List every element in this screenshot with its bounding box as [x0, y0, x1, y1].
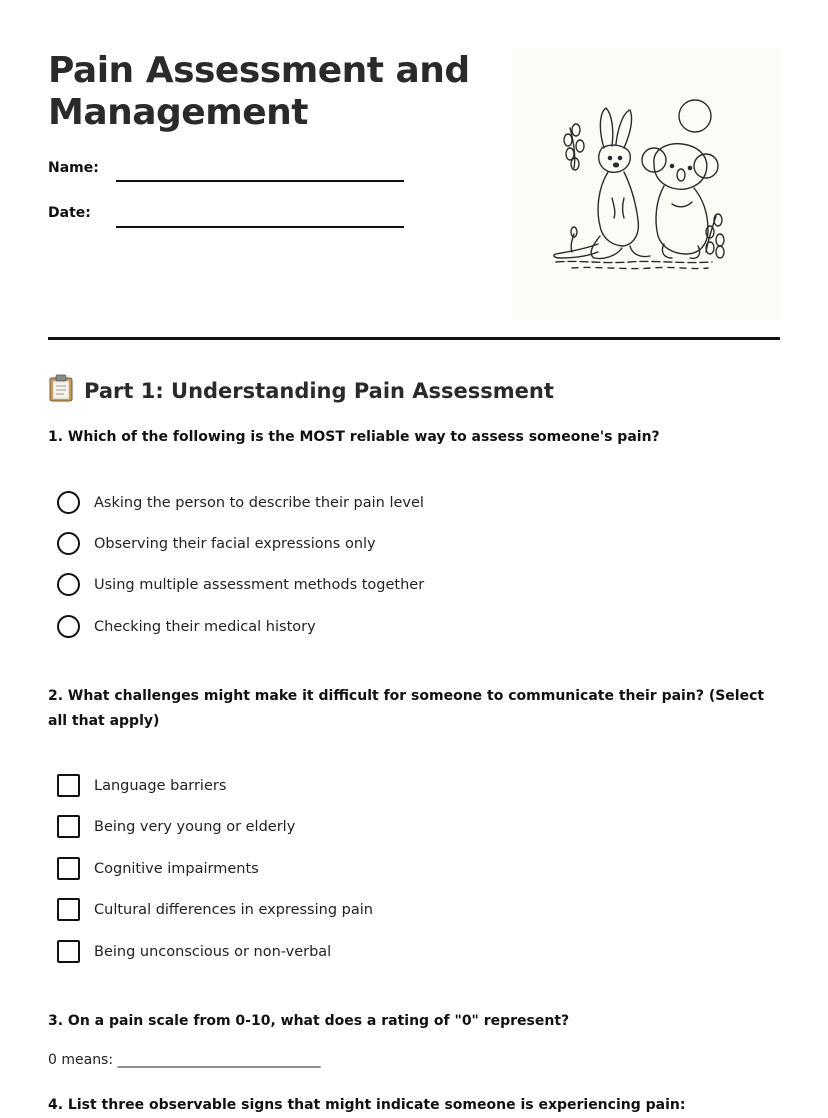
radio-button[interactable]: [57, 615, 80, 638]
kangaroo-koala-illustration: [512, 48, 780, 320]
page-title: Pain Assessment and Management: [48, 50, 470, 133]
option-label: Observing their facial expressions only: [94, 535, 376, 552]
option-label: Language barriers: [94, 777, 227, 794]
q2-option[interactable]: [57, 940, 331, 963]
q3-answer-field[interactable]: 0 means: _____________________________: [48, 1052, 321, 1068]
option-label: Being unconscious or non-verbal: [94, 943, 332, 960]
question-4: 4. List three observable signs that might indicate someone is experiencing pain:: [48, 1097, 686, 1113]
section-heading-text: Part 1: Understanding Pain Assessment: [84, 378, 554, 403]
question-3: 3. On a pain scale from 0-10, what does a rating of "0" represent?: [48, 1013, 570, 1029]
section-divider: [48, 337, 780, 340]
radio-button[interactable]: [57, 573, 80, 596]
radio-button[interactable]: [57, 491, 80, 514]
checkbox[interactable]: [57, 857, 80, 880]
q1-option[interactable]: [57, 615, 316, 638]
checkbox[interactable]: [57, 774, 80, 797]
checkbox[interactable]: [57, 898, 80, 921]
option-label: Cultural differences in expressing pain: [94, 901, 373, 918]
date-field[interactable]: [116, 226, 404, 228]
q2-option[interactable]: [57, 857, 259, 880]
option-label: Cognitive impairments: [94, 860, 259, 877]
name-label: Name:: [48, 160, 99, 176]
date-label: Date:: [48, 205, 91, 221]
name-field[interactable]: [116, 180, 404, 182]
checkbox[interactable]: [57, 815, 80, 838]
radio-button[interactable]: [57, 532, 80, 555]
q2-option[interactable]: [57, 774, 226, 797]
clipboard-icon: [48, 374, 84, 407]
option-label: Using multiple assessment methods together: [94, 576, 425, 593]
option-label: Being very young or elderly: [94, 818, 296, 835]
q2-option[interactable]: [57, 815, 295, 838]
question-1: 1. Which of the following is the MOST reliable way to assess someone's pain?: [48, 429, 660, 445]
section-heading: [48, 374, 554, 407]
question-2: 2. What challenges might make it difficult for someone to communicate their pain? (Select all that apply): [48, 688, 765, 729]
q2-option[interactable]: [57, 898, 373, 921]
option-label: Checking their medical history: [94, 618, 316, 635]
option-label: Asking the person to describe their pain level: [94, 494, 424, 511]
q1-option[interactable]: [57, 532, 376, 555]
q1-option[interactable]: [57, 573, 424, 596]
checkbox[interactable]: [57, 940, 80, 963]
q1-option[interactable]: [57, 491, 424, 514]
